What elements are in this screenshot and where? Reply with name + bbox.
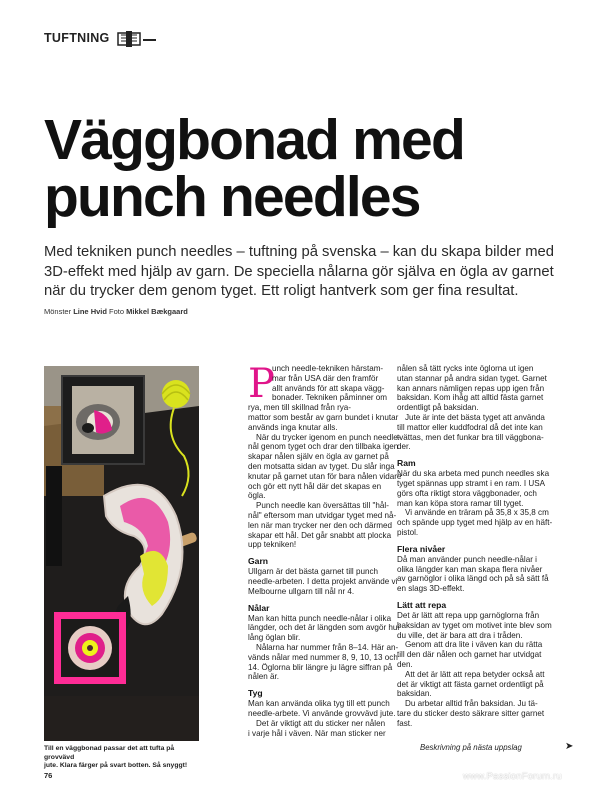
lead-paragraph bbox=[44, 243, 574, 302]
body-line: Du arbetar alltid från baksidan. Ju tä- bbox=[405, 699, 538, 709]
title-line: Väggbonad med bbox=[44, 108, 464, 172]
body-line: allt används för att skapa vägg- bbox=[272, 383, 385, 393]
body-line: needle-arbeten. I detta projekt använde vi bbox=[248, 576, 398, 586]
body-line: baksidan av tyget om motivet inte blev som bbox=[397, 620, 552, 630]
continuation-note: Beskrivning på nästa uppslag bbox=[420, 743, 522, 752]
body-line: Man kan använda olika tyg till ett punch bbox=[248, 699, 390, 709]
body-line: i varje hål i väven. När man sticker ner bbox=[248, 728, 386, 738]
body-line: den motsatta sidan av tyget. Du slår inga bbox=[248, 461, 395, 471]
body-line: till den där nålen och garnet har utvidgat bbox=[397, 650, 542, 660]
subheading: Ram bbox=[397, 458, 416, 469]
body-line: Jute är inte det bästa tyget att använda bbox=[405, 412, 545, 422]
body-line: man kan köpa stora ramar till tyget. bbox=[397, 498, 524, 508]
body-line: Man kan hitta punch needle-nålar i olika bbox=[248, 613, 392, 623]
subheading: Nålar bbox=[248, 602, 270, 613]
arrow-right-icon: ➤ bbox=[565, 741, 574, 752]
body-line: Att det är lätt att repa betyder också att bbox=[405, 669, 545, 679]
body-line: baksidan. bbox=[397, 689, 432, 699]
page-title bbox=[44, 108, 564, 229]
watermark: www.PassionForum.ru bbox=[463, 771, 562, 782]
article-column-1 bbox=[248, 361, 412, 738]
body-line: skapar nålen själv en ögla av garnet på bbox=[248, 452, 389, 462]
body-line: Nålarna har nummer från 8–14. Här an- bbox=[256, 642, 399, 652]
body-line: används inga knutar alls. bbox=[248, 422, 338, 432]
body-line: Melbourne ullgarn till nål nr 4. bbox=[248, 586, 355, 596]
body-line: Vi använde en träram på 35,8 x 35,8 cm bbox=[405, 508, 549, 518]
credit-label: Foto bbox=[109, 307, 125, 316]
body-line: nålen är. bbox=[248, 672, 280, 682]
body-line: en slags 3D-effekt. bbox=[397, 584, 465, 594]
body-line: needle-arbete. Vi använde grovvävd jute. bbox=[248, 708, 396, 718]
body-line: skapar ett hål. Det går snabbt att plocka bbox=[248, 530, 392, 540]
section-label: TUFTNING bbox=[44, 31, 110, 45]
body-line: det är viktigt att fästa garnet ordentligt på bbox=[397, 679, 544, 689]
body-line: Då man använder punch needle-nålar i bbox=[397, 554, 537, 564]
page-number: 76 bbox=[44, 771, 53, 780]
body-line: ordentligt på baksidan. bbox=[397, 403, 479, 413]
body-line: tyget spännas upp stramt i en ram. I USA bbox=[397, 478, 546, 488]
subheading: Lätt att repa bbox=[397, 599, 447, 610]
drop-cap: P bbox=[248, 361, 275, 407]
body-line: Det är lätt att repa upp garnöglorna från bbox=[397, 610, 540, 620]
caption-line: jute. Klara färger på svart botten. Så snyggt! bbox=[44, 762, 188, 769]
body-line: den. bbox=[397, 659, 413, 669]
body-line: upp tekniken! bbox=[248, 540, 297, 550]
punch-needle-icon bbox=[116, 31, 142, 47]
craft-photo bbox=[44, 366, 199, 741]
body-line: nål" eftersom man utvidgar tyget med nå- bbox=[248, 510, 397, 520]
body-line: rya, men till skillnad från rya- bbox=[248, 403, 352, 413]
title-line: punch needles bbox=[44, 165, 420, 229]
body-line: du ville, det är bara att dra i tråden. bbox=[397, 630, 523, 640]
body-line: till mattor eller kuddfodral då det inte kan bbox=[397, 422, 543, 432]
body-line: Det är viktigt att du sticker ner nålen bbox=[256, 718, 386, 728]
body-line: tare du sticker desto säkrare sitter garnet bbox=[397, 708, 545, 718]
body-line: fast. bbox=[397, 718, 413, 728]
body-line: mar från USA där den framför bbox=[272, 373, 379, 383]
body-line: kan annars nämligen repas upp igen från bbox=[397, 383, 545, 393]
section-rule bbox=[143, 39, 156, 41]
body-line: mattor som består av garn bundet i knutar bbox=[248, 412, 399, 422]
body-line: ögla. bbox=[248, 491, 266, 501]
body-line: av garnöglor i olika längd och på så sätt få bbox=[397, 574, 549, 584]
body-line: olika längder kan man skapa flera nivåer bbox=[397, 564, 543, 574]
body-line: Ullgarn är det bästa garnet till punch bbox=[248, 567, 379, 577]
body-line: utan stannar på andra sidan tyget. Garnet bbox=[397, 373, 547, 383]
lead-line: 3D-effekt med hjälp av garn. De speciella nålarna gör själva en ögla av garnet bbox=[44, 263, 554, 280]
body-line: knutar på garnet utan för bara nålen vidare bbox=[248, 471, 402, 481]
body-line: 14. Öglorna blir längre ju lägre siffran på bbox=[248, 662, 393, 672]
lead-line: Med tekniken punch needles – tuftning på svenska – kan du skapa bilder med bbox=[44, 244, 555, 260]
body-line: pistol. bbox=[397, 527, 419, 537]
body-line: görs ofta riktigt stora väggbonader, och bbox=[397, 488, 537, 498]
credit-name: Mikkel Bækgaard bbox=[126, 307, 188, 316]
body-line: len när man trycker ner den och därmed bbox=[248, 520, 392, 530]
body-line: När du ska arbeta med punch needles ska bbox=[397, 469, 550, 479]
body-line: längder, och det är längden som avgör hur bbox=[248, 623, 401, 633]
lead-line: när du trycker dem genom tyget. Ett roligt hantverk som ger fina resultat. bbox=[44, 283, 519, 299]
credit-name: Line Hvid bbox=[73, 307, 107, 316]
body-line: och spände upp tyget med hjälp av en häft- bbox=[397, 518, 553, 528]
caption-line: Till en väggbonad passar det att tufta på grovvävd bbox=[44, 745, 175, 761]
body-line: vänds nålar med nummer 8, 9, 10, 13 och bbox=[248, 652, 398, 662]
body-line: baksidan. Kom ihåg att alltid fästa garnet bbox=[397, 393, 544, 403]
body-line: lång öglan blir. bbox=[248, 633, 301, 643]
body-line: nål genom tyget och drar den tillbaka igen bbox=[248, 442, 399, 452]
body-line: tvättas, men det funkar bra till väggbona- bbox=[397, 432, 544, 442]
body-line: nålen så tätt rycks inte öglorna ut igen bbox=[397, 364, 534, 373]
body-line: Genom att dra lite i väven kan du rätta bbox=[405, 640, 543, 650]
body-line: Punch needle kan översättas till "hål- bbox=[256, 501, 389, 511]
credits bbox=[44, 307, 188, 316]
subheading: Flera nivåer bbox=[397, 543, 446, 554]
body-line: När du trycker igenom en punch needle- bbox=[256, 432, 401, 442]
subheading: Tyg bbox=[248, 688, 263, 699]
subheading: Garn bbox=[248, 556, 269, 567]
body-line: bonader. Tekniken påminner om bbox=[272, 393, 388, 403]
photo-caption bbox=[44, 745, 202, 771]
credit-label: Mönster bbox=[44, 307, 72, 316]
article-column-2 bbox=[397, 364, 561, 729]
body-line: unch needle-tekniken härstam- bbox=[272, 364, 384, 373]
body-line: och gör ett nytt hål där det skapas en bbox=[248, 481, 382, 491]
body-line: der. bbox=[397, 442, 411, 452]
